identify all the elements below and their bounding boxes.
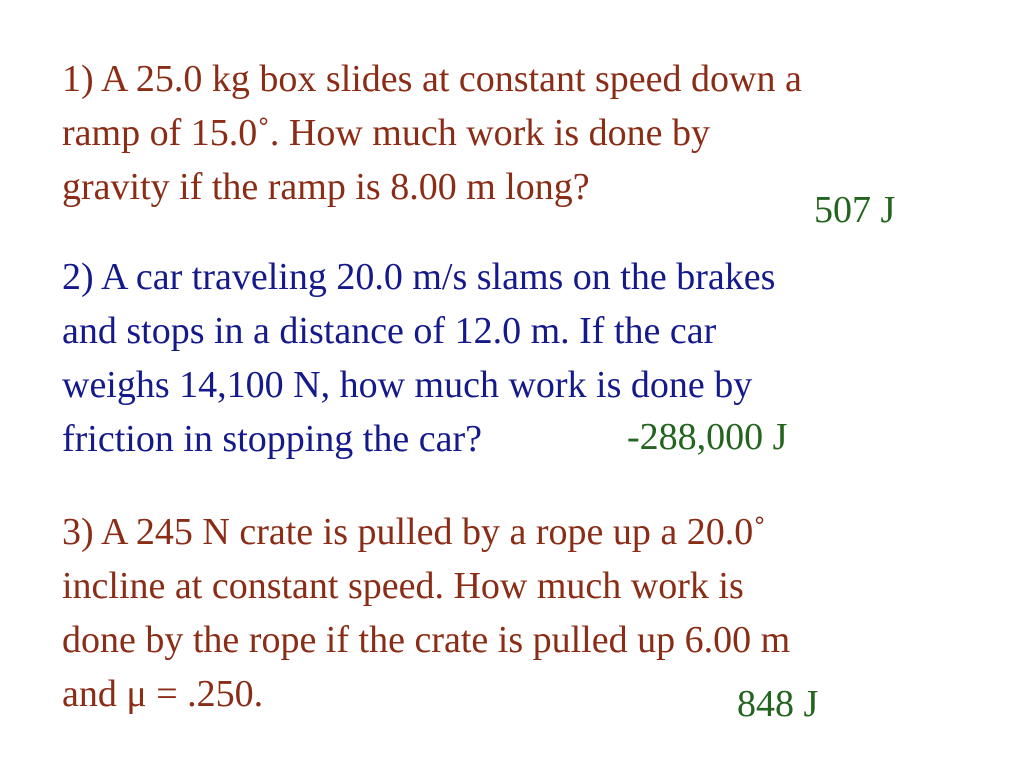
problem-2-answer: -288,000 J	[627, 416, 788, 458]
problem-3-answer: 848 J	[737, 683, 819, 725]
problem-2-text: 2) A car traveling 20.0 m/s slams on the brakes and stops in a distance of 12.0 m. If the car weighs 14,100 N, how much work is done by friction in stopping the car?	[62, 256, 776, 460]
problem-1-text: 1) A 25.0 kg box slides at constant speed down a ramp of 15.0˚. How much work is done by gravity if the ramp is 8.00 m long?	[62, 58, 802, 208]
problem-1-answer: 507 J	[814, 189, 896, 231]
problem-3-text: 3) A 245 N crate is pulled by a rope up a 20.0˚ incline at constant speed. How much work is done by the rope if the crate is pulled up 6.00 m and μ = .250.	[62, 511, 791, 715]
